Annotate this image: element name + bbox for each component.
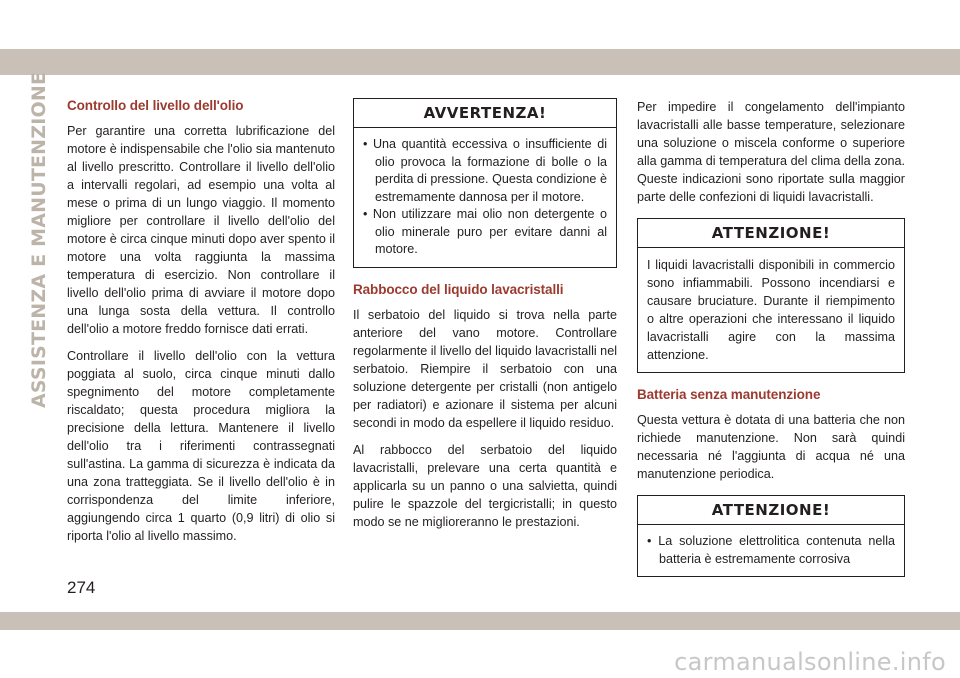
caution-title-1: ATTENZIONE! xyxy=(638,219,904,248)
page-number: 274 xyxy=(67,578,96,597)
oil-level-paragraph-2: Controllare il livello dell'olio con la vettura poggiata al suolo, circa cinque minuti dallo spegnimento del motore completamente riscaldato; questa procedura migliora la precisione della lettura. Mantenere il livello dell'olio tra i riferimenti contrassegnati sull'astina. La gamma di sicurezza è indicata da una zona tratteggiata. Se il livello dell'olio è in corrispondenza del limite inferiore, aggiungendo circa 1 quarto (0,9 litri) di olio si riporta l'olio al livello massimo. xyxy=(67,349,335,543)
battery-heading: Batteria senza manutenzione xyxy=(637,387,821,402)
bottom-band xyxy=(0,612,960,630)
washer-fluid-paragraph-1: Il serbatoio del liquido si trova nella parte anteriore del vano motore. Controllare regolarmente il livello del liquido lavacristalli nel serbatoio. Riempire il serbatoio con una soluzione detergente per cristalli (non antigelo per radiatori) e azionare il sistema per alcuni secondi in modo da espellere il liquido residuo. xyxy=(353,307,617,430)
side-title-text: ASSISTENZA E MANUTENZIONE xyxy=(28,71,50,408)
caution-box-1 xyxy=(637,218,905,373)
warning-title: AVVERTENZA! xyxy=(354,99,616,128)
battery-paragraph: Questa vettura è dotata di una batteria che non richiede manutenzione. Non sarà quindi necessaria né l'aggiunta di acqua né una manutenzione periodica. xyxy=(637,413,905,481)
caution-item: • La soluzione elettrolitica contenuta nella batteria è estremamente corrosiva xyxy=(647,534,895,566)
column-left xyxy=(67,98,335,554)
caution-list-2 xyxy=(647,533,895,568)
warning-item: • Non utilizzare mai olio non detergente o olio minerale puro per evitare danni al motore. xyxy=(363,207,607,256)
freeze-paragraph: Per impedire il congelamento dell'impianto lavacristalli alle basse temperature, selezionare una soluzione o miscela conforme o superiore alla gamma di temperatura del clima della zona. Queste indicazioni sono riportate sulla maggior parte delle confezioni di liquidi lavacristalli. xyxy=(637,100,905,204)
watermark-text: carmanualsonline.info xyxy=(674,648,946,676)
caution-text-1: I liquidi lavacristalli disponibili in commercio sono infiammabili. Possono incendiarsi e causare bruciature. Durante il riempimento o altre operazioni che interessano il liquido lavacristalli agire con la massima attenzione. xyxy=(647,258,895,362)
caution-box-2 xyxy=(637,495,905,577)
column-right xyxy=(637,98,905,591)
oil-level-heading: Controllo del livello dell'olio xyxy=(67,98,244,113)
warning-item: • Una quantità eccessiva o insufficiente di olio provoca la formazione di bolle o la perdita di pressione. Questa condizione è estremamente dannosa per il motore. xyxy=(363,137,607,204)
caution-title-2: ATTENZIONE! xyxy=(638,496,904,525)
washer-fluid-heading: Rabbocco del liquido lavacristalli xyxy=(353,281,564,297)
column-middle xyxy=(353,98,617,540)
section-side-title xyxy=(28,71,50,418)
warning-box xyxy=(353,98,617,268)
oil-level-paragraph-1: Per garantire una corretta lubrificazione del motore è indispensabile che l'olio sia mantenuto al livello prescritto. Controllare il livello dell'olio a intervalli regolari, ad esempio una volta al mese o prima di un lungo viaggio. Il momento migliore per controllare il livello dell'olio del motore è circa cinque minuti dopo aver spento il motore una volta raggiunta la massima temperatura di esercizio. Non controllare il livello dell'olio prima di avviare il motore dopo una lunga sosta della vettura. Il controllo dell'olio a motore freddo fornisce dati errati. xyxy=(67,124,335,336)
warning-list xyxy=(363,136,607,259)
top-band xyxy=(0,49,960,75)
washer-fluid-paragraph-2: Al rabbocco del serbatoio del liquido lavacristalli, prelevare una certa quantità e applicarla su un panno o una salvietta, quindi pulire le spazzole del tergicristalli; in questo modo se ne miglioreranno le prestazioni. xyxy=(353,442,617,529)
